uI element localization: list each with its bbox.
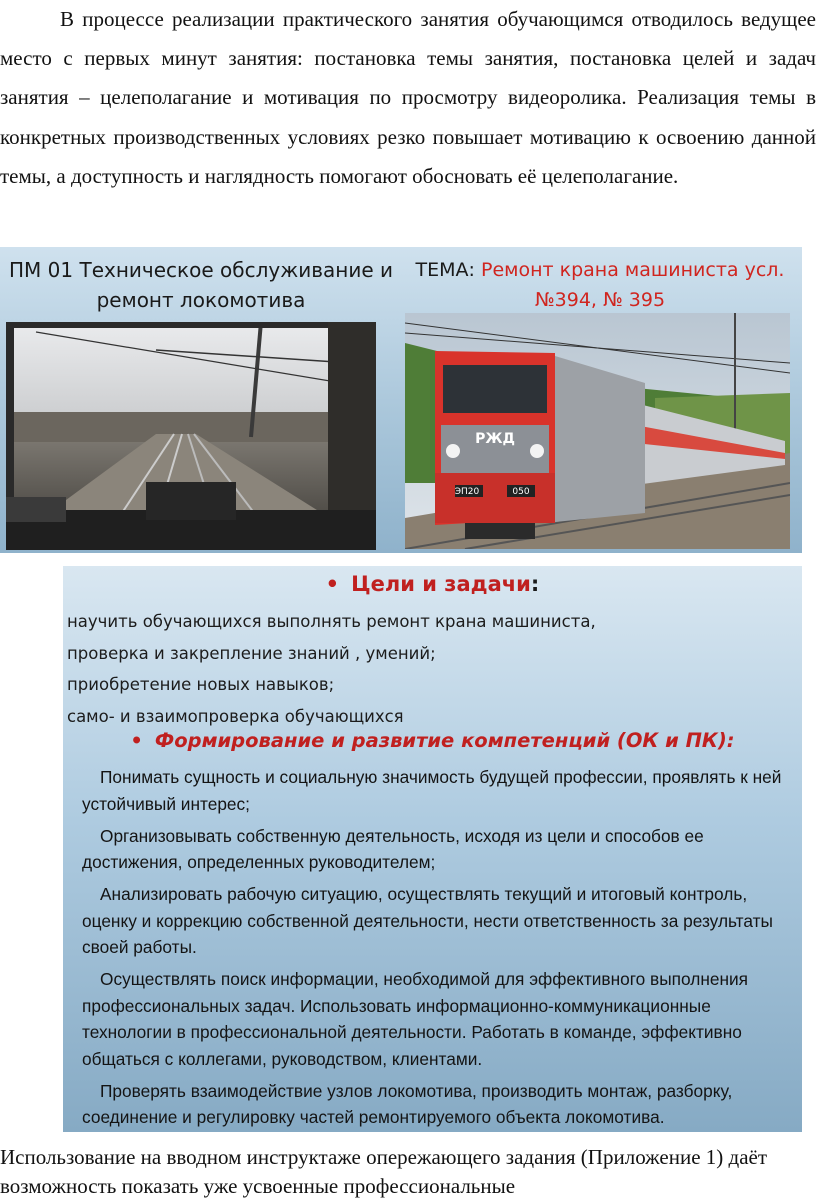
topic-title	[400, 255, 800, 315]
slide-goals	[63, 566, 802, 1132]
competency-item: Проверять взаимодействие узлов локомотива, производить монтаж, разборку, соединение и регулировку частей ремонтируемого объекта локомотива.	[82, 1080, 733, 1128]
module-title: ПМ 01 Техническое обслуживание и ремонт локомотива	[9, 258, 393, 312]
topic-prefix: ТЕМА:	[415, 259, 481, 281]
locomotive-photo	[405, 313, 790, 549]
goals-list	[67, 606, 797, 732]
goal-item: приобретение новых навыков;	[67, 675, 335, 694]
goal-item: само- и взаимопроверка обучающихся	[67, 706, 404, 726]
goals-heading	[63, 572, 802, 596]
competencies-heading-text: Формирование и развитие компетенций (ОК и ПК):	[154, 729, 735, 752]
slide-topic	[0, 247, 802, 553]
competency-item: Осуществлять поиск информации, необходимой для эффективного выполнения профессиональных задач. Использовать информационно-коммуникационные технологии в профессиональной деятельности. Работать в команде, эффективно общаться с коллегами, руководством, клиентами.	[82, 969, 749, 1069]
topic-name: Ремонт крана машиниста усл.№394, № 395	[480, 259, 785, 311]
locomotive-image	[405, 313, 790, 549]
cab-view-photo	[6, 322, 376, 550]
locomotive-number-plate: 050	[512, 487, 530, 497]
cab-view-image	[6, 322, 376, 550]
goal-item: научить обучающихся выполнять ремонт крана машиниста,	[67, 612, 596, 631]
goals-heading-text: Цели и задачи	[351, 572, 531, 596]
locomotive-model-plate: ЭП20	[454, 487, 480, 497]
intro-paragraph: В процессе реализации практического занятия обучающимся отводилось ведущее место с первых минут занятия: постановка темы занятия, постановка целей и задач занятия – целеполагание и мотивация по просмотру видеоролика. Реализация темы в конкретных производственных условиях резко повышает мотивацию к освоению данной темы, а доступность и наглядность помогают обосновать её целеполагание.	[0, 7, 816, 188]
bullet-icon: •	[130, 729, 143, 752]
rzd-logo: РЖД	[475, 431, 515, 447]
goals-heading-colon: :	[530, 572, 540, 596]
competency-item: Организовывать собственную деятельность, исходя из цели и способов ее достижения, определенных руководителем;	[82, 825, 704, 873]
goal-item: проверка и закрепление знаний , умений;	[67, 643, 436, 663]
competencies-list	[82, 764, 788, 1132]
bullet-icon: •	[325, 572, 340, 596]
closing-paragraph: Использование на вводном инструктаже опережающего задания (Приложение 1) даёт возможность показать уже усвоенные профессиональные	[0, 1145, 768, 1198]
competencies-heading	[63, 729, 802, 752]
competency-item: Понимать сущность и социальную значимость будущей профессии, проявлять к ней устойчивый интерес;	[82, 767, 782, 814]
competency-item: Анализировать рабочую ситуацию, осуществлять текущий и итоговый контроль, оценку и коррекцию собственной деятельности, нести ответственность за результаты своей работы.	[82, 884, 773, 958]
